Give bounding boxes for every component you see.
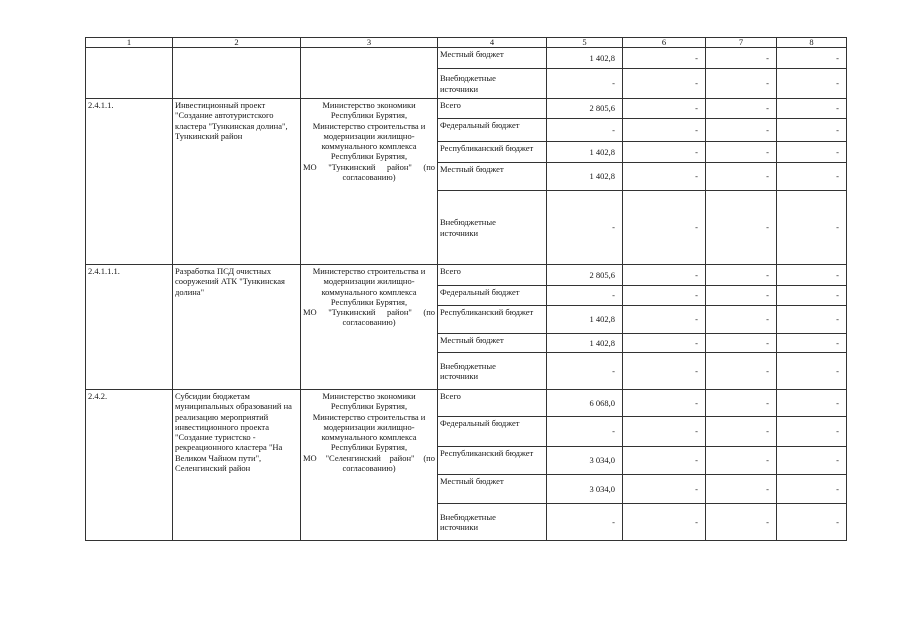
amount-col-8: - [777,475,847,504]
item-name: Разработка ПСД очистных сооружений АТК "Тункинская долина" [173,265,301,390]
funding-source: Всего [438,99,547,119]
amount-col-7: - [706,119,777,142]
item-code [86,48,173,99]
item-executor [301,265,438,390]
amount-col-7: - [706,306,777,334]
amount-col-6: - [623,504,706,541]
amount-col-6: - [623,163,706,191]
amount-col-5: 1 402,8 [547,163,623,191]
amount-col-8: - [777,447,847,475]
executor-organization: МО "Селенгинский район" (по согласованию) [303,452,435,474]
funding-source: Местный бюджет [438,334,547,353]
amount-col-8: - [777,69,847,99]
funding-source: Местный бюджет [438,475,547,504]
amount-col-8: - [777,265,847,286]
executor-organization: Министерство строительства и модернизации жилищно-коммунального комплекса Республики Бурятия, [312,120,426,162]
amount-col-6: - [623,353,706,390]
amount-col-8: - [777,390,847,417]
header-col-8: 8 [777,38,847,48]
funding-source: Федеральный бюджет [438,417,547,447]
amount-col-5: - [547,69,623,99]
amount-col-6: - [623,142,706,163]
funding-source: Федеральный бюджет [438,119,547,142]
funding-source: Внебюджетные источники [438,504,547,541]
amount-col-7: - [706,265,777,286]
amount-col-5: 1 402,8 [547,334,623,353]
amount-col-7: - [706,48,777,69]
item-executor [301,48,438,99]
amount-col-6: - [623,119,706,142]
amount-col-7: - [706,163,777,191]
amount-col-8: - [777,163,847,191]
executor-organization: МО "Тункинский район" (по согласованию) [303,307,435,328]
amount-col-8: - [777,504,847,541]
amount-col-5: 1 402,8 [547,48,623,69]
amount-col-5: - [547,191,623,265]
executor-organization: Министерство строительства и модернизации жилищно-коммунального комплекса Республики Бурятия, [312,411,426,453]
funding-source: Республиканский бюджет [438,447,547,475]
header-col-4: 4 [438,38,547,48]
header-col-3: 3 [301,38,438,48]
amount-col-7: - [706,504,777,541]
amount-col-8: - [777,306,847,334]
amount-col-5: 3 034,0 [547,475,623,504]
header-col-1: 1 [86,38,173,48]
amount-col-7: - [706,99,777,119]
amount-col-6: - [623,99,706,119]
amount-col-7: - [706,475,777,504]
header-col-5: 5 [547,38,623,48]
amount-col-5: - [547,353,623,390]
item-code: 2.4.1.1.1. [86,265,173,390]
amount-col-8: - [777,417,847,447]
amount-col-6: - [623,48,706,69]
amount-col-8: - [777,353,847,390]
financing-table [85,37,847,541]
amount-col-5: 3 034,0 [547,447,623,475]
funding-source: Внебюджетные источники [438,69,547,99]
amount-col-7: - [706,353,777,390]
funding-source: Республиканский бюджет [438,306,547,334]
amount-col-7: - [706,69,777,99]
amount-col-7: - [706,390,777,417]
amount-col-8: - [777,142,847,163]
amount-col-5: - [547,504,623,541]
amount-col-5: 1 402,8 [547,142,623,163]
amount-col-7: - [706,191,777,265]
amount-col-7: - [706,286,777,306]
amount-col-6: - [623,475,706,504]
amount-col-8: - [777,99,847,119]
funding-source: Всего [438,390,547,417]
funding-source: Местный бюджет [438,48,547,69]
amount-col-6: - [623,334,706,353]
item-name: Субсидии бюджетам муниципальных образований на реализацию мероприятий инвестиционного проекта "Создание туристско - рекреационного кластера "На Великом Чайном пути", Селенгинский район [173,390,301,541]
executor-organization: Министерство экономики Республики Бурятия, [322,391,416,412]
amount-col-7: - [706,417,777,447]
amount-col-5: 2 805,6 [547,99,623,119]
funding-source: Внебюджетные источники [438,191,547,265]
amount-col-7: - [706,142,777,163]
amount-col-8: - [777,334,847,353]
amount-col-8: - [777,119,847,142]
amount-col-5: - [547,417,623,447]
item-executor [301,390,438,541]
amount-col-6: - [623,265,706,286]
item-executor [301,99,438,265]
amount-col-7: - [706,447,777,475]
amount-col-6: - [623,417,706,447]
amount-col-8: - [777,286,847,306]
funding-source: Республиканский бюджет [438,142,547,163]
funding-source: Местный бюджет [438,163,547,191]
amount-col-8: - [777,48,847,69]
amount-col-5: 6 068,0 [547,390,623,417]
amount-col-6: - [623,447,706,475]
amount-col-5: 2 805,6 [547,265,623,286]
funding-source: Федеральный бюджет [438,286,547,306]
amount-col-5: 1 402,8 [547,306,623,334]
header-col-7: 7 [706,38,777,48]
funding-source: Всего [438,265,547,286]
amount-col-6: - [623,191,706,265]
item-code: 2.4.1.1. [86,99,173,265]
amount-col-7: - [706,334,777,353]
amount-col-5: - [547,119,623,142]
header-col-6: 6 [623,38,706,48]
amount-col-6: - [623,306,706,334]
item-name: Инвестиционный проект "Создание автотуристского кластера "Тункинская долина", Тункинский район [173,99,301,265]
executor-organization: МО "Тункинский район" (по согласованию) [303,161,435,183]
executor-organization: Министерство строительства и модернизации жилищно-коммунального комплекса Республики Бурятия, [312,266,426,307]
amount-col-8: - [777,191,847,265]
amount-col-6: - [623,390,706,417]
amount-col-5: - [547,286,623,306]
funding-source: Внебюджетные источники [438,353,547,390]
header-col-2: 2 [173,38,301,48]
amount-col-6: - [623,69,706,99]
item-code: 2.4.2. [86,390,173,541]
item-name [173,48,301,99]
amount-col-6: - [623,286,706,306]
executor-organization: Министерство экономики Республики Бурятия, [322,100,416,121]
